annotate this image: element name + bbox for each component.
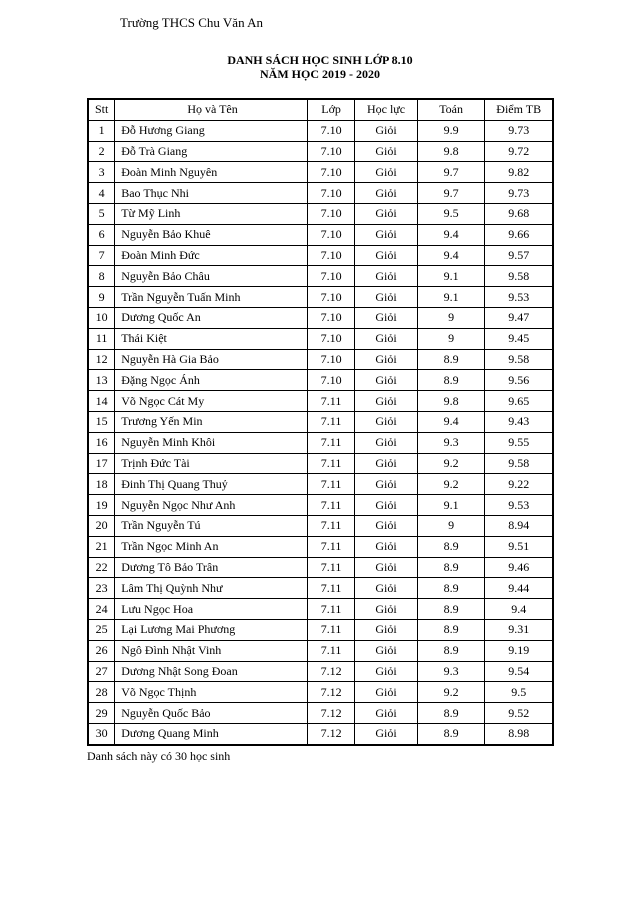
cell-math: 8.9 [417,349,485,370]
cell-academic-rank: Giỏi [355,266,418,287]
cell-stt: 12 [88,349,115,370]
header-name: Họ và Tên [115,99,308,120]
cell-math: 8.9 [417,640,485,661]
cell-math: 8.9 [417,703,485,724]
cell-stt: 16 [88,432,115,453]
table-row [88,203,553,224]
cell-name: Từ Mỹ Linh [115,203,308,224]
cell-stt: 1 [88,120,115,141]
cell-math: 9.3 [417,432,485,453]
cell-math: 9 [417,307,485,328]
cell-name: Nguyễn Hà Gia Bảo [115,349,308,370]
table-row [88,515,553,536]
cell-math: 9.4 [417,411,485,432]
table-row [88,723,553,744]
cell-math: 8.9 [417,536,485,557]
cell-name: Thái Kiệt [115,328,308,349]
cell-name: Trịnh Đức Tài [115,453,308,474]
cell-academic-rank: Giỏi [355,703,418,724]
student-table [87,98,554,746]
cell-math: 9.3 [417,661,485,682]
cell-math: 9 [417,328,485,349]
cell-average: 9.56 [485,370,553,391]
cell-class: 7.11 [307,515,354,536]
footer-note: Danh sách này có 30 học sinh [87,749,231,763]
cell-math: 9.2 [417,474,485,495]
cell-stt: 22 [88,557,115,578]
cell-stt: 29 [88,703,115,724]
cell-math: 9.2 [417,682,485,703]
cell-name: Đỗ Hương Giang [115,120,308,141]
cell-stt: 15 [88,411,115,432]
cell-average: 9.46 [485,557,553,578]
cell-class: 7.11 [307,432,354,453]
cell-stt: 19 [88,495,115,516]
cell-stt: 14 [88,391,115,412]
cell-average: 9.43 [485,411,553,432]
cell-class: 7.11 [307,640,354,661]
cell-name: Trần Nguyễn Tú [115,515,308,536]
cell-class: 7.10 [307,328,354,349]
cell-math: 9.1 [417,495,485,516]
cell-class: 7.10 [307,162,354,183]
cell-class: 7.11 [307,495,354,516]
cell-average: 9.44 [485,578,553,599]
cell-average: 9.73 [485,183,553,204]
cell-stt: 24 [88,599,115,620]
cell-average: 9.72 [485,141,553,162]
cell-stt: 13 [88,370,115,391]
cell-class: 7.10 [307,307,354,328]
table-row [88,162,553,183]
cell-math: 9.7 [417,162,485,183]
cell-class: 7.10 [307,183,354,204]
table-row [88,411,553,432]
cell-stt: 27 [88,661,115,682]
cell-math: 9.1 [417,287,485,308]
cell-class: 7.11 [307,557,354,578]
cell-academic-rank: Giỏi [355,203,418,224]
cell-academic-rank: Giỏi [355,578,418,599]
cell-name: Dương Tô Bảo Trân [115,557,308,578]
cell-stt: 30 [88,723,115,744]
table-row [88,661,553,682]
cell-stt: 18 [88,474,115,495]
cell-academic-rank: Giỏi [355,370,418,391]
cell-average: 9.51 [485,536,553,557]
cell-class: 7.10 [307,203,354,224]
cell-academic-rank: Giỏi [355,328,418,349]
cell-academic-rank: Giỏi [355,682,418,703]
cell-academic-rank: Giỏi [355,723,418,744]
cell-name: Nguyễn Bảo Châu [115,266,308,287]
cell-academic-rank: Giỏi [355,224,418,245]
cell-name: Dương Quang Minh [115,723,308,744]
school-year: NĂM HỌC 2019 - 2020 [260,67,380,81]
cell-class: 7.10 [307,224,354,245]
cell-math: 8.9 [417,578,485,599]
header-average: Điểm TB [485,99,553,120]
cell-average: 9.73 [485,120,553,141]
cell-average: 9.57 [485,245,553,266]
cell-average: 9.58 [485,266,553,287]
cell-name: Nguyễn Ngọc Như Anh [115,495,308,516]
cell-name: Lâm Thị Quỳnh Như [115,578,308,599]
cell-name: Đặng Ngọc Ánh [115,370,308,391]
cell-math: 8.9 [417,619,485,640]
cell-stt: 2 [88,141,115,162]
cell-academic-rank: Giỏi [355,619,418,640]
table-row [88,141,553,162]
cell-class: 7.11 [307,391,354,412]
cell-academic-rank: Giỏi [355,162,418,183]
cell-name: Ngô Đình Nhật Vinh [115,640,308,661]
cell-name: Đỗ Trà Giang [115,141,308,162]
cell-average: 9.54 [485,661,553,682]
cell-name: Nguyễn Bảo Khuê [115,224,308,245]
school-name: Trường THCS Chu Văn An [120,15,263,30]
header-stt: Stt [88,99,115,120]
cell-stt: 8 [88,266,115,287]
cell-average: 8.98 [485,723,553,744]
cell-stt: 25 [88,619,115,640]
cell-class: 7.11 [307,536,354,557]
cell-math: 9.2 [417,453,485,474]
cell-academic-rank: Giỏi [355,141,418,162]
cell-average: 9.58 [485,453,553,474]
cell-average: 9.65 [485,391,553,412]
cell-name: Đoàn Minh Đức [115,245,308,266]
cell-average: 9.47 [485,307,553,328]
cell-academic-rank: Giỏi [355,599,418,620]
cell-name: Trần Nguyễn Tuấn Minh [115,287,308,308]
cell-average: 9.55 [485,432,553,453]
cell-academic-rank: Giỏi [355,349,418,370]
table-row [88,391,553,412]
cell-class: 7.12 [307,703,354,724]
table-row [88,599,553,620]
cell-math: 9 [417,515,485,536]
table-row [88,432,553,453]
cell-stt: 11 [88,328,115,349]
cell-name: Trương Yến Min [115,411,308,432]
table-row [88,307,553,328]
cell-class: 7.11 [307,599,354,620]
table-row [88,266,553,287]
cell-stt: 21 [88,536,115,557]
header-math: Toán [417,99,485,120]
cell-stt: 23 [88,578,115,599]
table-row [88,245,553,266]
cell-academic-rank: Giỏi [355,183,418,204]
cell-stt: 6 [88,224,115,245]
cell-class: 7.11 [307,411,354,432]
cell-average: 9.68 [485,203,553,224]
cell-class: 7.10 [307,120,354,141]
cell-name: Nguyễn Quốc Bảo [115,703,308,724]
cell-math: 9.9 [417,120,485,141]
cell-name: Dương Nhật Song Đoan [115,661,308,682]
document-title: DANH SÁCH HỌC SINH LỚP 8.10 [227,53,413,67]
cell-academic-rank: Giỏi [355,453,418,474]
table-row [88,619,553,640]
cell-class: 7.10 [307,141,354,162]
cell-name: Đinh Thị Quang Thuỷ [115,474,308,495]
cell-class: 7.10 [307,370,354,391]
cell-math: 8.9 [417,557,485,578]
cell-name: Võ Ngọc Cát My [115,391,308,412]
cell-stt: 9 [88,287,115,308]
table-row [88,370,553,391]
cell-class: 7.11 [307,578,354,599]
cell-academic-rank: Giỏi [355,432,418,453]
table-row [88,682,553,703]
cell-math: 9.7 [417,183,485,204]
table-row [88,536,553,557]
cell-average: 9.53 [485,287,553,308]
cell-academic-rank: Giỏi [355,307,418,328]
cell-name: Võ Ngọc Thịnh [115,682,308,703]
cell-stt: 5 [88,203,115,224]
cell-average: 9.66 [485,224,553,245]
cell-academic-rank: Giỏi [355,245,418,266]
table-row [88,557,553,578]
cell-math: 9.8 [417,391,485,412]
cell-average: 9.82 [485,162,553,183]
cell-math: 9.8 [417,141,485,162]
cell-academic-rank: Giỏi [355,411,418,432]
cell-academic-rank: Giỏi [355,287,418,308]
cell-average: 8.94 [485,515,553,536]
header-class: Lớp [307,99,354,120]
cell-stt: 20 [88,515,115,536]
cell-class: 7.12 [307,723,354,744]
cell-academic-rank: Giỏi [355,640,418,661]
cell-academic-rank: Giỏi [355,661,418,682]
cell-average: 9.31 [485,619,553,640]
cell-average: 9.45 [485,328,553,349]
cell-academic-rank: Giỏi [355,120,418,141]
cell-class: 7.12 [307,661,354,682]
cell-academic-rank: Giỏi [355,495,418,516]
cell-math: 8.9 [417,599,485,620]
cell-academic-rank: Giỏi [355,536,418,557]
cell-name: Nguyễn Minh Khôi [115,432,308,453]
table-row [88,453,553,474]
cell-class: 7.11 [307,453,354,474]
table-body [88,120,553,744]
cell-class: 7.11 [307,619,354,640]
cell-math: 8.9 [417,723,485,744]
cell-class: 7.10 [307,245,354,266]
cell-stt: 26 [88,640,115,661]
cell-math: 9.4 [417,224,485,245]
cell-average: 9.22 [485,474,553,495]
cell-average: 9.53 [485,495,553,516]
table-row [88,495,553,516]
header-academic-rank: Học lực [355,99,418,120]
cell-class: 7.11 [307,474,354,495]
cell-math: 9.4 [417,245,485,266]
cell-name: Lại Lương Mai Phương [115,619,308,640]
cell-class: 7.10 [307,266,354,287]
cell-stt: 28 [88,682,115,703]
cell-academic-rank: Giỏi [355,391,418,412]
cell-academic-rank: Giỏi [355,515,418,536]
cell-class: 7.12 [307,682,354,703]
table-row [88,640,553,661]
table-header-row [88,99,553,120]
table-row [88,224,553,245]
table-row [88,287,553,308]
cell-name: Dương Quốc An [115,307,308,328]
cell-math: 9.1 [417,266,485,287]
cell-average: 9.52 [485,703,553,724]
table-row [88,328,553,349]
table-row [88,578,553,599]
cell-name: Đoàn Minh Nguyên [115,162,308,183]
cell-average: 9.5 [485,682,553,703]
cell-academic-rank: Giỏi [355,474,418,495]
cell-average: 9.19 [485,640,553,661]
cell-academic-rank: Giỏi [355,557,418,578]
cell-math: 9.5 [417,203,485,224]
table-row [88,349,553,370]
cell-name: Bao Thục Nhi [115,183,308,204]
cell-stt: 17 [88,453,115,474]
cell-name: Trần Ngọc Minh An [115,536,308,557]
table-row [88,120,553,141]
cell-name: Lưu Ngọc Hoa [115,599,308,620]
cell-math: 8.9 [417,370,485,391]
table-row [88,183,553,204]
cell-class: 7.10 [307,287,354,308]
cell-stt: 7 [88,245,115,266]
table-row [88,474,553,495]
table-row [88,703,553,724]
cell-average: 9.4 [485,599,553,620]
cell-average: 9.58 [485,349,553,370]
cell-stt: 10 [88,307,115,328]
cell-stt: 3 [88,162,115,183]
cell-class: 7.10 [307,349,354,370]
cell-stt: 4 [88,183,115,204]
